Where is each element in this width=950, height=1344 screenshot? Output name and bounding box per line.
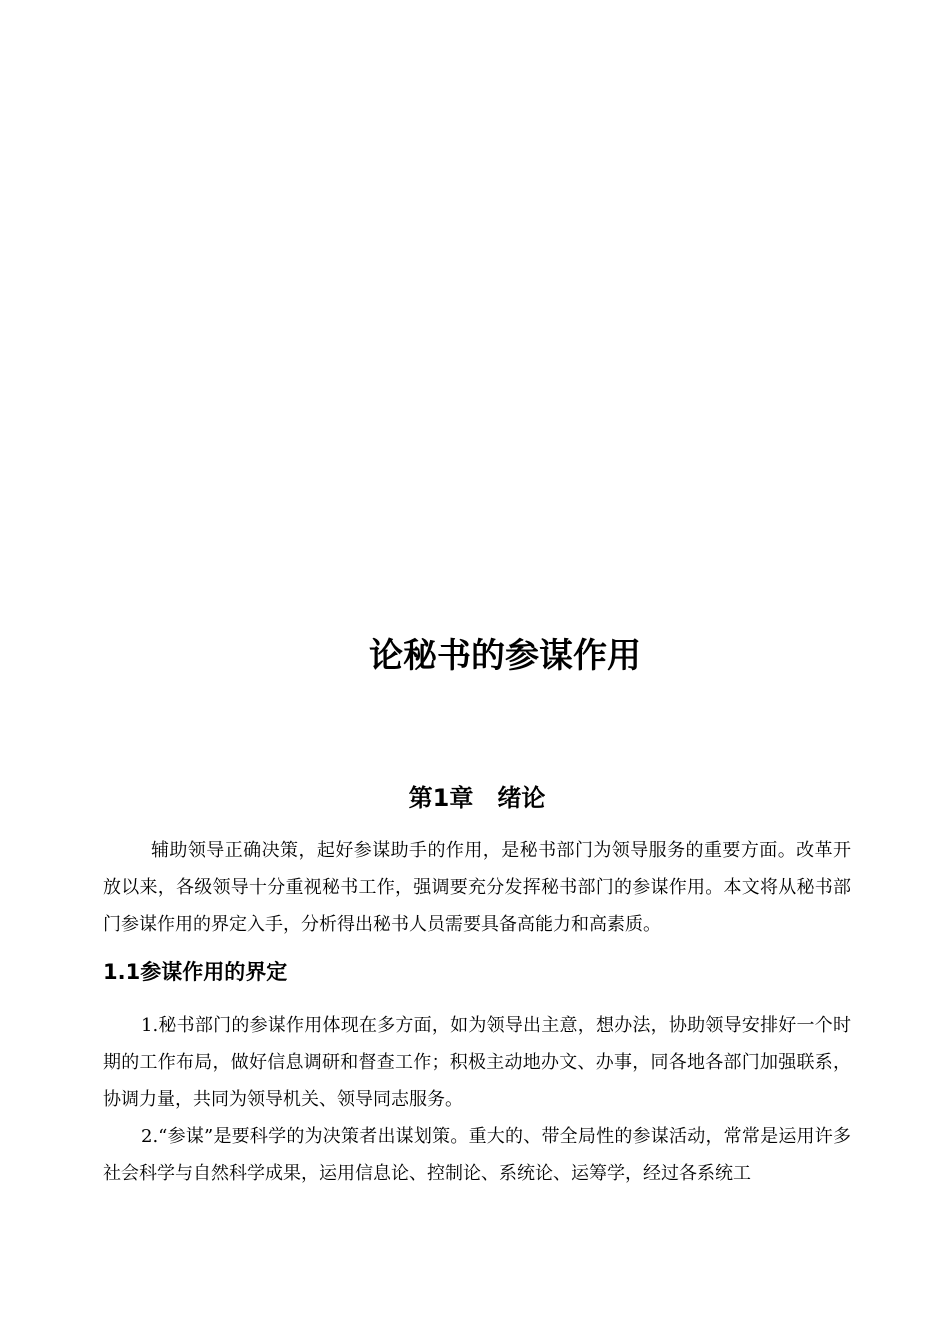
list-item: 2.“参谋”是要科学的为决策者出谋划策。重大的、带全局性的参谋活动，常常是运用许多社会科学与自然科学成果，运用信息论、控制论、系统论、运筹学，经过各系统工 — [103, 1126, 851, 1184]
document-title: 论秘书的参谋作用 — [369, 636, 641, 676]
chapter-heading: 第1章 绪论 — [408, 784, 546, 812]
section-heading: 1.1参谋作用的界定 — [103, 960, 288, 984]
intro-paragraph: 辅助领导正确决策，起好参谋助手的作用，是秘书部门为领导服务的重要方面。改革开放以来，各级领导十分重视秘书工作，强调要充分发挥秘书部门的参谋作用。本文将从秘书部门参谋作用的界定入手，分析得出秘书人员需要具备高能力和高素质。 — [103, 840, 851, 935]
list-item: 1.秘书部门的参谋作用体现在多方面，如为领导出主意，想办法，协助领导安排好一个时期的工作布局，做好信息调研和督查工作；积极主动地办文、办事，同各地各部门加强联系，协调力量，共同为领导机关、领导同志服务。 — [103, 1015, 851, 1110]
